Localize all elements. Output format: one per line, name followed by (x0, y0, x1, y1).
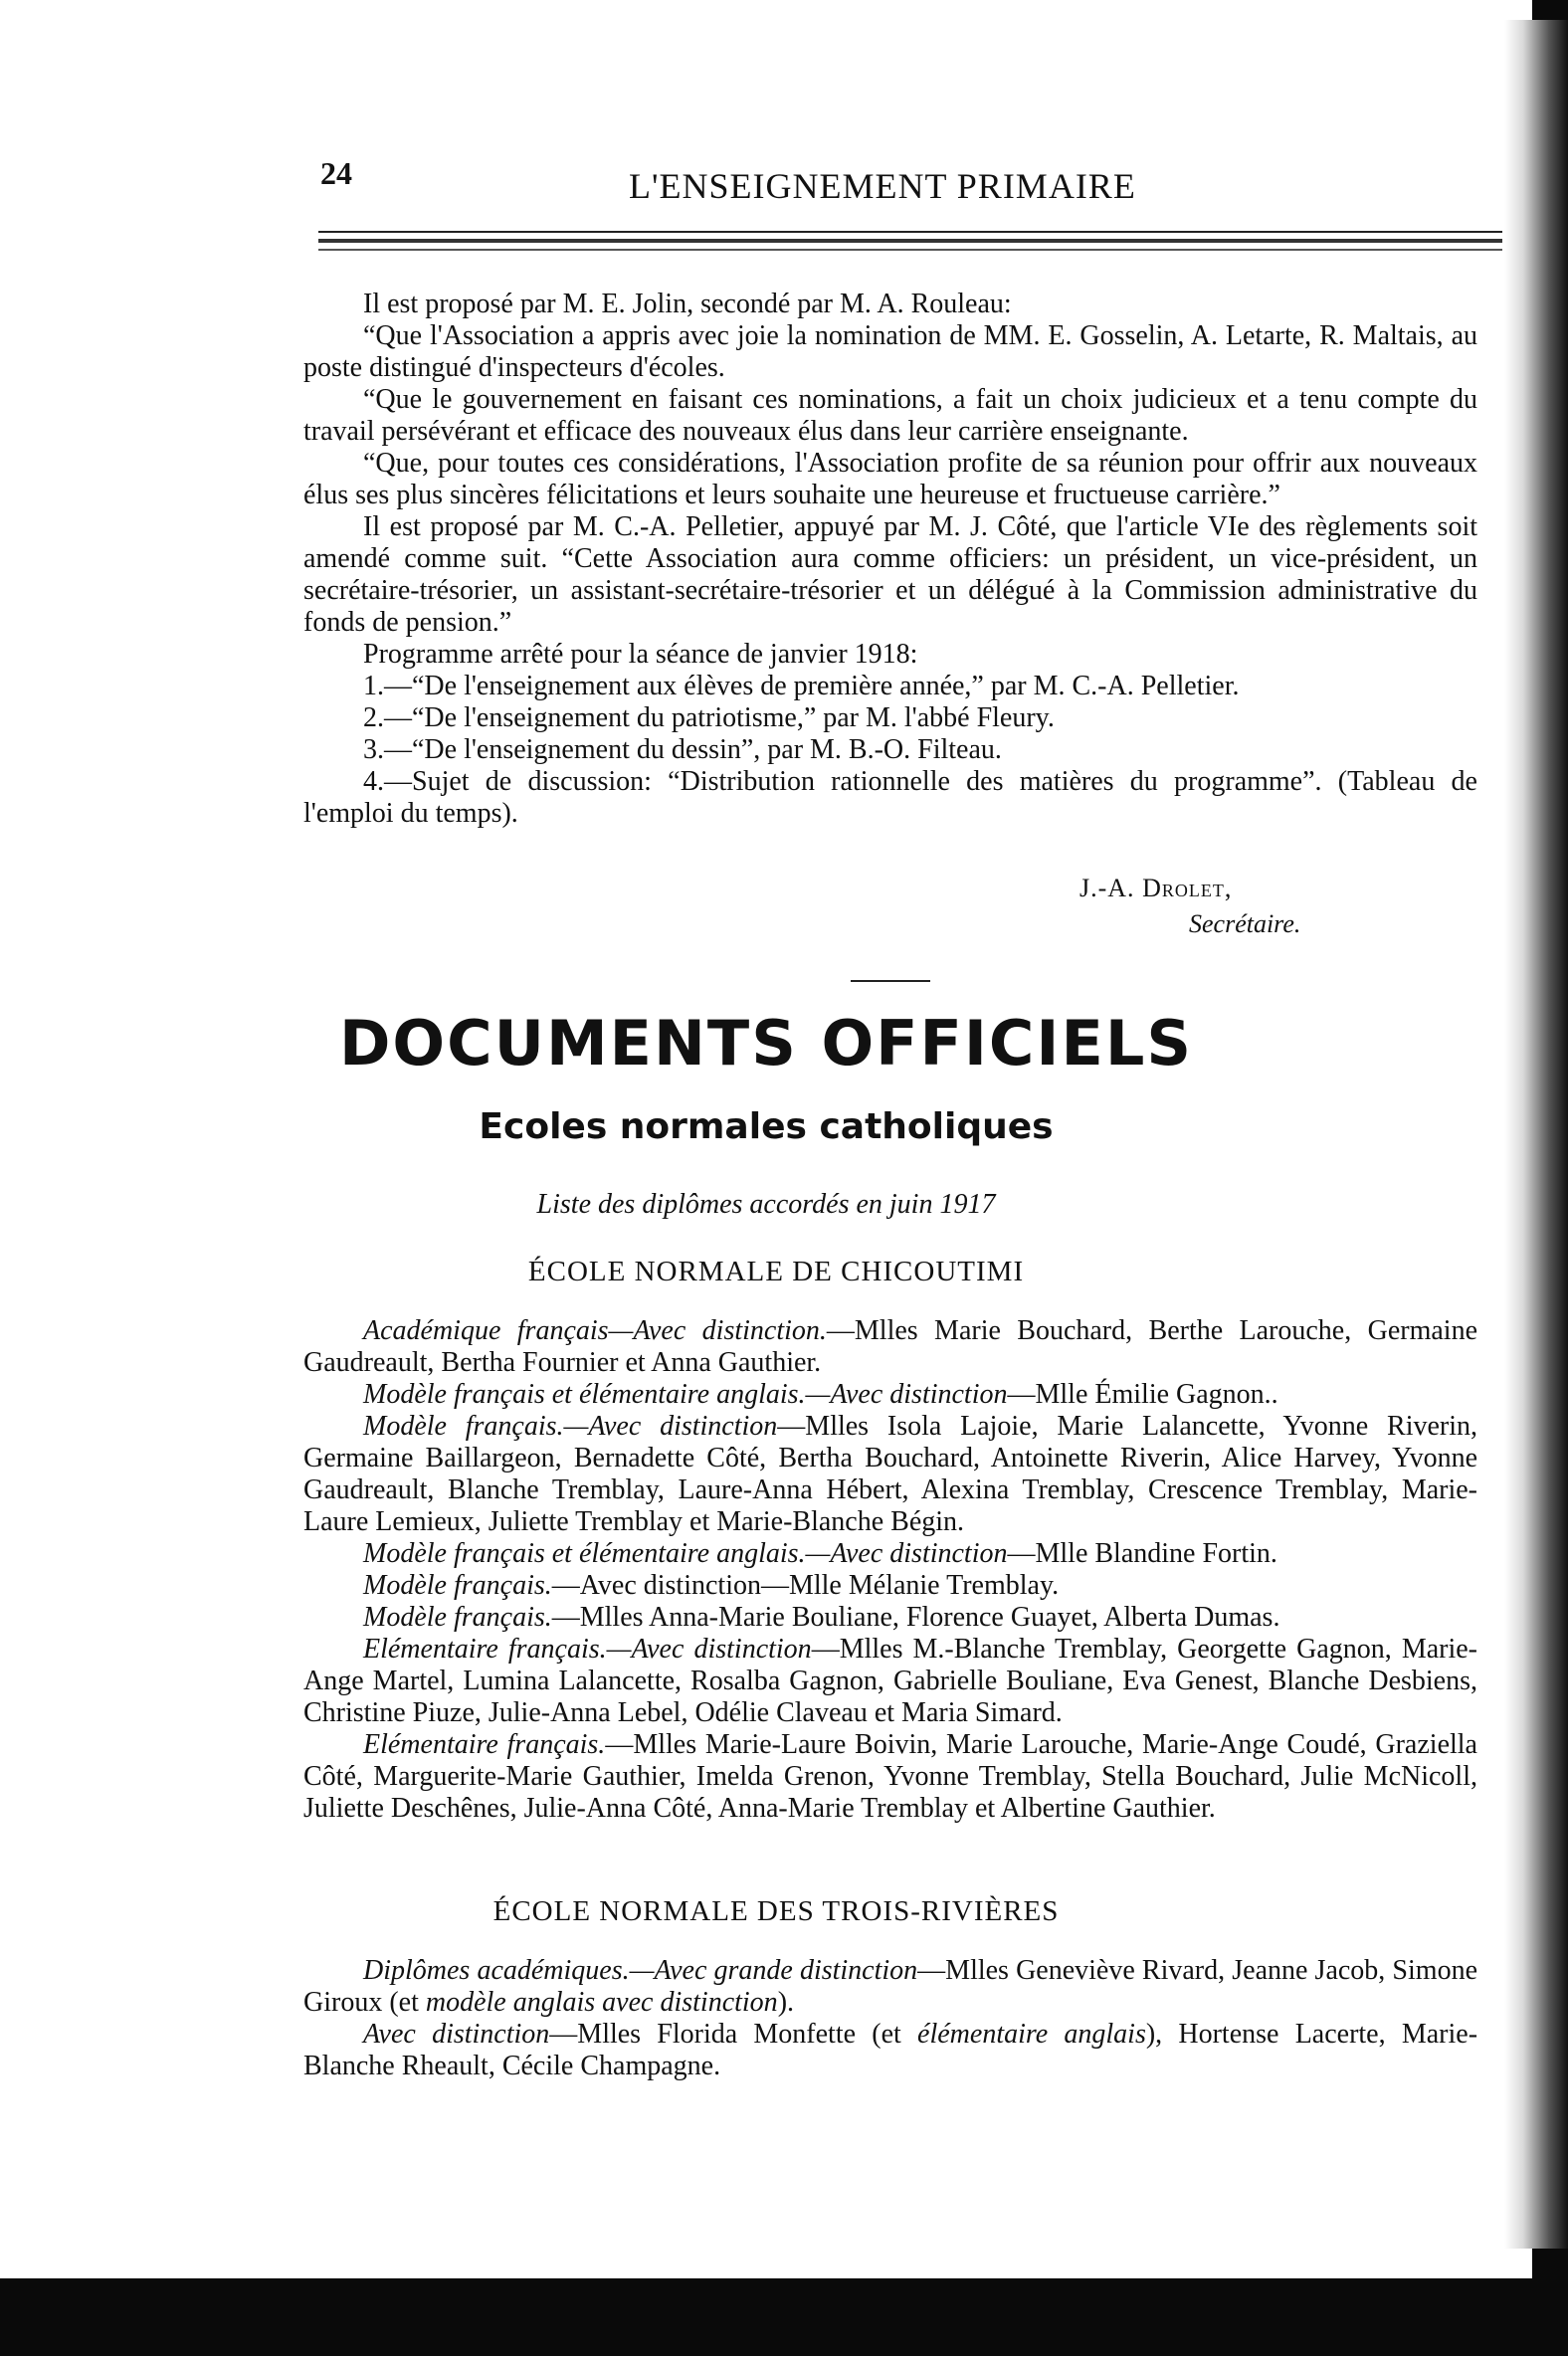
diploma-category: Modèle français et élémentaire anglais.—Avec distinction (363, 1379, 1008, 1410)
diploma-names: —Mlle Émilie Gagnon.. (1007, 1379, 1278, 1410)
diploma-entry (303, 1729, 1477, 1825)
page-number: 24 (320, 155, 352, 191)
diploma-entry (303, 1315, 1477, 1379)
diploma-entry (303, 1955, 1477, 2019)
section-subtitle: Ecoles normales catholiques (479, 1106, 1054, 1147)
signature-surname: Drolet, (1142, 874, 1233, 902)
diploma-names: —Mlles Anna-Marie Bouliane, Florence Guayet, Alberta Dumas. (551, 1602, 1280, 1633)
page-header (320, 149, 1494, 209)
diploma-entry (303, 1570, 1477, 1602)
diploma-names: —Mlles M.-Blanche Tremblay, Georgette Gagnon, Marie-Ange Martel, Lumina Lalancette, Rosalba Gagnon, Gabrielle Bouliane, Eva Genest, Blanche Desbiens, Christine Piuze, Julie-Anna Lebel, Odélie Claveau et Maria Simard. (303, 1634, 1478, 1728)
diploma-category: Elémentaire français.—Avec distinction (363, 1634, 812, 1665)
diploma-entry (303, 1379, 1477, 1411)
paragraph: Il est proposé par M. C.-A. Pelletier, appuyé par M. J. Côté, que l'article VIe des règlements soit amendé comme suit. “Cette Association aura comme officiers: un président, un vice-président, un secrétaire-trésorier, un assistant-secrétaire-trésorier et un délégué à la Commission administrative du fonds de pension.” (303, 511, 1477, 638)
diploma-note: élémentaire anglais (917, 2019, 1146, 2050)
diploma-names: —Mlles Florida Monfette (et (549, 2019, 918, 2050)
scan-bottom-border (0, 2278, 1568, 2356)
diploma-category: Elémentaire français. (363, 1729, 606, 1760)
diploma-names-end: ), Hortense Lacerte, Marie-Blanche Rheault, Cécile Champagne. (303, 2019, 1478, 2081)
header-rule (318, 249, 1502, 251)
diploma-category: Modèle français. (363, 1570, 552, 1601)
paragraph: “Que le gouvernement en faisant ces nominations, a fait un choix judicieux et a tenu compte du travail persévérant et efficace des nouveaux élus dans leur carrière enseignante. (303, 384, 1477, 447)
programme-item: 2.—“De l'enseignement du patriotisme,” par M. l'abbé Fleury. (363, 702, 1055, 733)
diploma-entry (303, 1602, 1477, 1634)
diploma-names: —Mlles Marie-Laure Boivin, Marie Larouche, Marie-Ange Coudé, Graziella Côté, Marguerite-Marie Gauthier, Imelda Grenon, Yvonne Tremblay, Stella Bouchard, Julie McNicoll, Juliette Deschênes, Julie-Anna Côté, Anna-Marie Tremblay et Albertine Gauthier. (303, 1729, 1477, 1824)
meeting-minutes (303, 289, 1477, 830)
diploma-list-trois-rivieres (303, 1955, 1477, 2082)
programme-item: 3.—“De l'enseignement du dessin”, par M. B.-O. Filteau. (363, 734, 1002, 765)
running-title: L'ENSEIGNEMENT PRIMAIRE (629, 166, 1136, 206)
diploma-entry (303, 1411, 1477, 1538)
signature-initials: J.-A. (1079, 874, 1143, 902)
diploma-names: —Mlles Isola Lajoie, Marie Lalancette, Yvonne Riverin, Germaine Baillargeon, Bernadette Côté, Bertha Bouchard, Antoinette Riverin, Alice Harvey, Yvonne Gaudreault, Blanche Tremblay, Laure-Anna Hébert, Alexina Tremblay, Crescence Tremblay, Marie-Laure Lemieux, Juliette Tremblay et Marie-Blanche Bégin. (303, 1411, 1478, 1537)
programme-item: 4.—Sujet de discussion: “Distribution rationnelle des matières du programme”. (Tableau de l'emploi du temps). (303, 766, 1477, 829)
section-divider (851, 980, 930, 982)
diploma-note: modèle anglais avec distinction (425, 1987, 778, 2018)
diploma-entry (303, 1538, 1477, 1570)
diploma-list-chicoutimi (303, 1315, 1477, 1825)
section-title: DOCUMENTS OFFICIELS (338, 1007, 1194, 1080)
diploma-names: —Mlle Blandine Fortin. (1007, 1538, 1277, 1569)
programme-item: 1.—“De l'enseignement aux élèves de première année,” par M. C.-A. Pelletier. (363, 671, 1240, 701)
school-heading-chicoutimi: ÉCOLE NORMALE DE CHICOUTIMI (527, 1256, 1025, 1287)
diploma-category: Modèle français. (363, 1602, 552, 1633)
section-caption: Liste des diplômes accordés en juin 1917 (536, 1189, 996, 1220)
diploma-names: —Avec distinction—Mlle Mélanie Tremblay. (551, 1570, 1060, 1601)
paragraph: Programme arrêté pour la séance de janvier 1918: (363, 639, 918, 670)
paragraph: “Que, pour toutes ces considérations, l'Association profite de sa réunion pour offrir aux nouveaux élus ses plus sincères félicitations et leurs souhaite une heureuse et fructueuse carrière.” (303, 448, 1477, 510)
diploma-category: Avec distinction (363, 2019, 550, 2050)
signature-name (1079, 874, 1232, 903)
diploma-names: —Mlles Marie Bouchard, Berthe Larouche, Germaine Gaudreault, Bertha Fournier et Anna Gauthier. (303, 1315, 1477, 1378)
diploma-category: Modèle français.—Avec distinction (363, 1411, 778, 1442)
school-heading-trois-rivieres: ÉCOLE NORMALE DES TROIS-RIVIÈRES (492, 1895, 1060, 1927)
paragraph: Il est proposé par M. E. Jolin, secondé par M. A. Rouleau: (363, 289, 1012, 319)
diploma-entry (303, 1634, 1477, 1729)
paragraph: “Que l'Association a appris avec joie la nomination de MM. E. Gosselin, A. Letarte, R. Maltais, au poste distingué d'inspecteurs d'écoles. (303, 320, 1477, 383)
diploma-category: Académique français—Avec distinction. (363, 1315, 827, 1346)
diploma-names-end: ). (777, 1987, 795, 2018)
diploma-names: —Mlles Geneviève Rivard, Jeanne Jacob, Simone Giroux (et (303, 1955, 1477, 2018)
diploma-entry (303, 2019, 1477, 2082)
diploma-category: Modèle français et élémentaire anglais.—Avec distinction (363, 1538, 1008, 1569)
signature-title: Secrétaire. (1189, 909, 1301, 938)
diploma-category: Diplômes académiques.—Avec grande distinction (363, 1955, 918, 1986)
header-rule (318, 239, 1502, 243)
header-rule (318, 231, 1502, 233)
